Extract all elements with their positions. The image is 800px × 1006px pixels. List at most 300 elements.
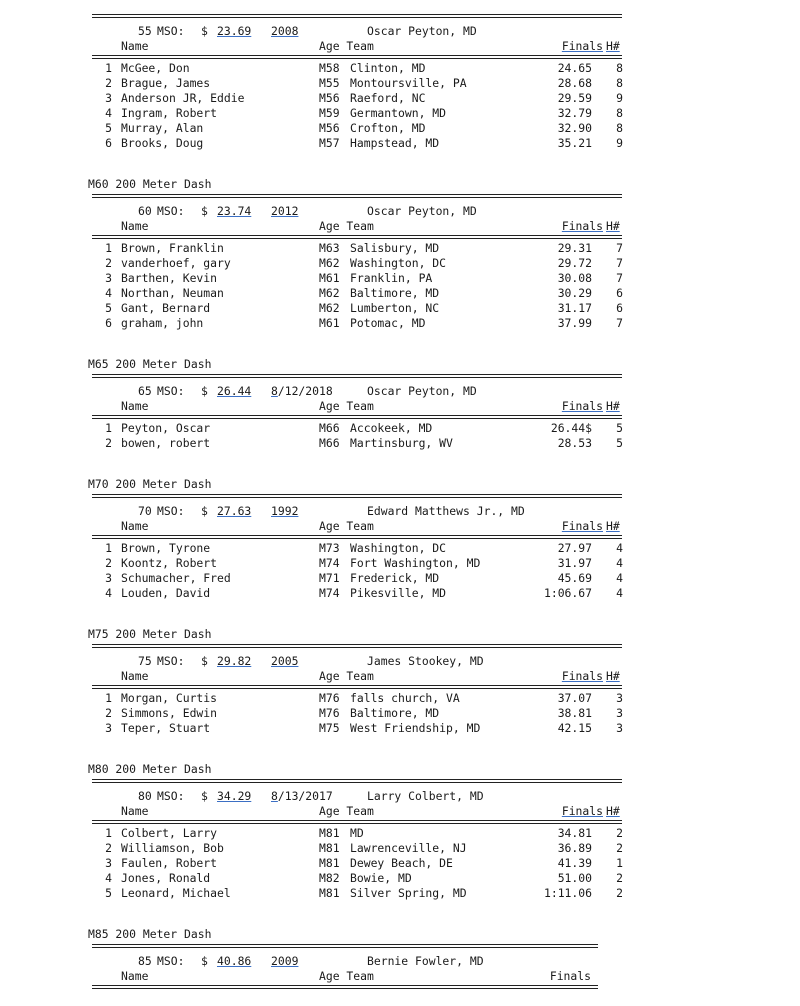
place: 2 xyxy=(105,436,112,450)
athlete-age: M75 xyxy=(319,721,340,735)
athlete-team: Crofton, MD xyxy=(350,121,426,135)
place: 3 xyxy=(105,91,112,105)
record-symbol: $ xyxy=(201,954,208,968)
heat-number: 4 xyxy=(616,571,623,585)
record-date-main: 2009 xyxy=(271,954,299,968)
athlete-team: Pikesville, MD xyxy=(350,586,447,600)
header-heat: H# xyxy=(606,804,620,818)
athlete-name: Jones, Ronald xyxy=(121,871,211,885)
heat-number: 2 xyxy=(616,886,623,900)
record-age-group: 70 xyxy=(138,504,152,518)
double-rule xyxy=(92,373,622,380)
athlete-team: Raeford, NC xyxy=(350,91,426,105)
record-date xyxy=(271,24,298,39)
athlete-name: Brown, Franklin xyxy=(121,241,224,255)
place: 2 xyxy=(105,76,112,90)
place: 6 xyxy=(105,136,112,150)
place: 1 xyxy=(105,421,112,435)
athlete-age: M76 xyxy=(319,691,340,705)
event-name: M60 200 Meter Dash xyxy=(88,177,212,191)
record-date xyxy=(271,654,298,669)
column-headers xyxy=(0,399,800,414)
heat-number: 9 xyxy=(616,136,623,150)
place: 1 xyxy=(105,826,112,840)
athlete-age: M81 xyxy=(319,886,340,900)
event-title xyxy=(0,762,800,777)
result-row xyxy=(0,586,800,601)
athlete-team: Baltimore, MD xyxy=(350,706,440,720)
record-time: 34.29 xyxy=(217,789,252,803)
header-heat: H# xyxy=(606,219,620,233)
double-rule xyxy=(92,778,622,785)
athlete-age: M61 xyxy=(319,271,340,285)
record-label: MSO: xyxy=(157,384,185,398)
finals-time: 27.97 xyxy=(557,541,592,555)
result-row xyxy=(0,61,800,76)
athlete-name: Murray, Alan xyxy=(121,121,204,135)
record-holder: Oscar Peyton, MD xyxy=(367,24,477,38)
record-time: 40.86 xyxy=(217,954,252,968)
result-row xyxy=(0,541,800,556)
record-age-group: 55 xyxy=(138,24,152,38)
finals-time: 1:06.67 xyxy=(543,586,592,600)
finals-time: 32.79 xyxy=(557,106,592,120)
athlete-age: M66 xyxy=(319,436,340,450)
record-age-group: 65 xyxy=(138,384,152,398)
header-age-team: Age Team xyxy=(319,219,374,233)
meet-record-line xyxy=(0,24,800,39)
record-holder: James Stookey, MD xyxy=(367,654,484,668)
athlete-name: Brooks, Doug xyxy=(121,136,204,150)
athlete-age: M55 xyxy=(319,76,340,90)
athlete-name: Colbert, Larry xyxy=(121,826,218,840)
athlete-team: Potomac, MD xyxy=(350,316,426,330)
event-name: M80 200 Meter Dash xyxy=(88,762,212,776)
finals-time: 36.89 xyxy=(557,841,592,855)
double-rule xyxy=(92,643,622,650)
athlete-age: M81 xyxy=(319,826,340,840)
heat-number: 7 xyxy=(616,316,623,330)
header-finals: Finals xyxy=(561,669,603,683)
heat-number: 9 xyxy=(616,91,623,105)
place: 3 xyxy=(105,721,112,735)
record-date xyxy=(271,789,333,804)
meet-record-line xyxy=(0,204,800,219)
column-headers xyxy=(0,969,800,984)
place: 5 xyxy=(105,886,112,900)
finals-time: 32.90 xyxy=(557,121,592,135)
column-headers xyxy=(0,219,800,234)
record-label: MSO: xyxy=(157,504,185,518)
heat-number: 2 xyxy=(616,841,623,855)
record-date-main: 1992 xyxy=(271,504,299,518)
header-heat: H# xyxy=(606,39,620,53)
finals-time: 35.21 xyxy=(557,136,592,150)
athlete-name: Koontz, Robert xyxy=(121,556,218,570)
record-label: MSO: xyxy=(157,789,185,803)
athlete-name: vanderhoef, gary xyxy=(121,256,231,270)
record-symbol: $ xyxy=(201,24,208,38)
athlete-team: Clinton, MD xyxy=(350,61,426,75)
double-rule xyxy=(92,54,622,61)
athlete-age: M81 xyxy=(319,856,340,870)
finals-time: 51.00 xyxy=(557,871,592,885)
athlete-team: Bowie, MD xyxy=(350,871,412,885)
place: 6 xyxy=(105,316,112,330)
record-date xyxy=(271,384,333,399)
finals-time: 38.81 xyxy=(557,706,592,720)
athlete-name: Peyton, Oscar xyxy=(121,421,211,435)
record-holder: Oscar Peyton, MD xyxy=(367,384,477,398)
athlete-team: Lawrenceville, NJ xyxy=(350,841,467,855)
result-row xyxy=(0,721,800,736)
heat-number: 6 xyxy=(616,286,623,300)
place: 4 xyxy=(105,586,112,600)
athlete-age: M74 xyxy=(319,556,340,570)
event-title xyxy=(0,477,800,492)
athlete-team: Salisbury, MD xyxy=(350,241,440,255)
athlete-age: M56 xyxy=(319,91,340,105)
finals-time: 26.44$ xyxy=(550,421,592,435)
finals-time: 30.08 xyxy=(557,271,592,285)
athlete-team: Washington, DC xyxy=(350,541,447,555)
athlete-team: Baltimore, MD xyxy=(350,286,440,300)
record-label: MSO: xyxy=(157,24,185,38)
result-row xyxy=(0,886,800,901)
athlete-team: West Friendship, MD xyxy=(350,721,481,735)
athlete-team: Germantown, MD xyxy=(350,106,447,120)
meet-record-line xyxy=(0,384,800,399)
finals-time: 31.17 xyxy=(557,301,592,315)
header-age-team: Age Team xyxy=(319,804,374,818)
header-age-team: Age Team xyxy=(319,669,374,683)
finals-time: 37.99 xyxy=(557,316,592,330)
double-rule xyxy=(92,534,622,541)
record-symbol: $ xyxy=(201,204,208,218)
event-name: M65 200 Meter Dash xyxy=(88,357,212,371)
athlete-age: M81 xyxy=(319,841,340,855)
header-age-team: Age Team xyxy=(319,399,374,413)
double-rule xyxy=(92,13,622,20)
finals-time: 29.72 xyxy=(557,256,592,270)
place: 2 xyxy=(105,556,112,570)
heat-number: 3 xyxy=(616,721,623,735)
result-row xyxy=(0,826,800,841)
athlete-team: Dewey Beach, DE xyxy=(350,856,453,870)
finals-time: 29.31 xyxy=(557,241,592,255)
record-date-main: 2012 xyxy=(271,204,299,218)
heat-number: 2 xyxy=(616,871,623,885)
double-rule xyxy=(92,984,598,991)
header-name: Name xyxy=(121,219,149,233)
record-time: 29.82 xyxy=(217,654,252,668)
athlete-age: M62 xyxy=(319,256,340,270)
header-name: Name xyxy=(121,39,149,53)
place: 2 xyxy=(105,706,112,720)
athlete-name: Gant, Bernard xyxy=(121,301,211,315)
athlete-team: Silver Spring, MD xyxy=(350,886,467,900)
double-rule xyxy=(92,819,622,826)
record-date xyxy=(271,504,298,519)
header-finals: Finals xyxy=(561,399,603,413)
athlete-name: graham, john xyxy=(121,316,204,330)
finals-time: 37.07 xyxy=(557,691,592,705)
double-rule xyxy=(92,193,622,200)
result-row xyxy=(0,691,800,706)
athlete-name: Schumacher, Fred xyxy=(121,571,231,585)
record-holder: Bernie Fowler, MD xyxy=(367,954,484,968)
heat-number: 5 xyxy=(616,421,623,435)
result-row xyxy=(0,121,800,136)
record-holder: Edward Matthews Jr., MD xyxy=(367,504,525,518)
result-row xyxy=(0,286,800,301)
place: 5 xyxy=(105,301,112,315)
place: 2 xyxy=(105,256,112,270)
result-row xyxy=(0,421,800,436)
result-row xyxy=(0,271,800,286)
place: 3 xyxy=(105,271,112,285)
result-row xyxy=(0,841,800,856)
athlete-name: Louden, David xyxy=(121,586,211,600)
finals-time: 1:11.06 xyxy=(543,886,592,900)
double-rule xyxy=(92,234,622,241)
record-date-tail: /13/2017 xyxy=(277,789,333,803)
event-title xyxy=(0,627,800,642)
header-finals: Finals xyxy=(561,519,603,533)
athlete-team: Montoursville, PA xyxy=(350,76,467,90)
athlete-name: Simmons, Edwin xyxy=(121,706,218,720)
result-row xyxy=(0,136,800,151)
athlete-age: M73 xyxy=(319,541,340,555)
record-date-main: 8 xyxy=(271,789,278,803)
header-name: Name xyxy=(121,519,149,533)
record-symbol: $ xyxy=(201,384,208,398)
event-title xyxy=(0,927,800,942)
record-time: 23.74 xyxy=(217,204,252,218)
record-time: 27.63 xyxy=(217,504,252,518)
header-name: Name xyxy=(121,969,149,983)
heat-number: 7 xyxy=(616,271,623,285)
header-finals: Finals xyxy=(561,219,603,233)
record-label: MSO: xyxy=(157,954,185,968)
heat-number: 4 xyxy=(616,586,623,600)
athlete-age: M62 xyxy=(319,301,340,315)
athlete-age: M76 xyxy=(319,706,340,720)
athlete-name: Williamson, Bob xyxy=(121,841,224,855)
finals-time: 31.97 xyxy=(557,556,592,570)
finals-time: 34.81 xyxy=(557,826,592,840)
result-row xyxy=(0,571,800,586)
place: 5 xyxy=(105,121,112,135)
result-row xyxy=(0,706,800,721)
athlete-team: Franklin, PA xyxy=(350,271,433,285)
heat-number: 3 xyxy=(616,691,623,705)
meet-record-line xyxy=(0,654,800,669)
place: 4 xyxy=(105,871,112,885)
athlete-team: Accokeek, MD xyxy=(350,421,433,435)
finals-time: 45.69 xyxy=(557,571,592,585)
athlete-name: McGee, Don xyxy=(121,61,190,75)
record-age-group: 75 xyxy=(138,654,152,668)
athlete-name: Ingram, Robert xyxy=(121,106,218,120)
record-date xyxy=(271,954,298,969)
double-rule xyxy=(92,493,622,500)
record-symbol: $ xyxy=(201,504,208,518)
header-finals: Finals xyxy=(561,39,603,53)
result-row xyxy=(0,76,800,91)
athlete-team: Lumberton, NC xyxy=(350,301,440,315)
heat-number: 3 xyxy=(616,706,623,720)
athlete-age: M56 xyxy=(319,121,340,135)
finals-time: 41.39 xyxy=(557,856,592,870)
athlete-name: Brown, Tyrone xyxy=(121,541,211,555)
athlete-age: M62 xyxy=(319,286,340,300)
double-rule xyxy=(92,684,622,691)
athlete-name: Brague, James xyxy=(121,76,211,90)
place: 1 xyxy=(105,691,112,705)
record-age-group: 60 xyxy=(138,204,152,218)
header-age-team: Age Team xyxy=(319,39,374,53)
finals-time: 30.29 xyxy=(557,286,592,300)
athlete-team: Martinsburg, WV xyxy=(350,436,453,450)
column-headers xyxy=(0,519,800,534)
record-holder: Larry Colbert, MD xyxy=(367,789,484,803)
result-row xyxy=(0,91,800,106)
result-row xyxy=(0,316,800,331)
result-row xyxy=(0,556,800,571)
header-name: Name xyxy=(121,669,149,683)
event-name: M75 200 Meter Dash xyxy=(88,627,212,641)
header-heat: H# xyxy=(606,669,620,683)
heat-number: 6 xyxy=(616,301,623,315)
place: 4 xyxy=(105,286,112,300)
header-age-team: Age Team xyxy=(319,519,374,533)
athlete-name: Teper, Stuart xyxy=(121,721,211,735)
heat-number: 8 xyxy=(616,106,623,120)
heat-number: 4 xyxy=(616,541,623,555)
athlete-age: M74 xyxy=(319,586,340,600)
athlete-team: MD xyxy=(350,826,364,840)
record-label: MSO: xyxy=(157,204,185,218)
athlete-team: falls church, VA xyxy=(350,691,460,705)
heat-number: 8 xyxy=(616,121,623,135)
athlete-name: Faulen, Robert xyxy=(121,856,218,870)
heat-number: 8 xyxy=(616,61,623,75)
athlete-team: Frederick, MD xyxy=(350,571,440,585)
place: 4 xyxy=(105,106,112,120)
column-headers xyxy=(0,669,800,684)
athlete-name: Anderson JR, Eddie xyxy=(121,91,245,105)
column-headers xyxy=(0,39,800,54)
athlete-name: Leonard, Michael xyxy=(121,886,231,900)
place: 3 xyxy=(105,571,112,585)
record-date-tail: /12/2018 xyxy=(277,384,333,398)
heat-number: 7 xyxy=(616,241,623,255)
record-time: 26.44 xyxy=(217,384,252,398)
header-heat: H# xyxy=(606,519,620,533)
place: 1 xyxy=(105,241,112,255)
athlete-team: Washington, DC xyxy=(350,256,447,270)
heat-number: 5 xyxy=(616,436,623,450)
heat-number: 7 xyxy=(616,256,623,270)
result-row xyxy=(0,241,800,256)
header-finals: Finals xyxy=(561,804,603,818)
record-holder: Oscar Peyton, MD xyxy=(367,204,477,218)
athlete-name: Barthen, Kevin xyxy=(121,271,218,285)
heat-number: 4 xyxy=(616,556,623,570)
athlete-age: M82 xyxy=(319,871,340,885)
header-name: Name xyxy=(121,804,149,818)
result-row xyxy=(0,871,800,886)
result-row xyxy=(0,436,800,451)
result-row xyxy=(0,856,800,871)
meet-record-line xyxy=(0,954,800,969)
place: 1 xyxy=(105,541,112,555)
finals-time: 42.15 xyxy=(557,721,592,735)
athlete-age: M61 xyxy=(319,316,340,330)
heat-number: 1 xyxy=(616,856,623,870)
finals-time: 29.59 xyxy=(557,91,592,105)
double-rule xyxy=(92,414,622,421)
athlete-age: M58 xyxy=(319,61,340,75)
record-age-group: 85 xyxy=(138,954,152,968)
record-symbol: $ xyxy=(201,654,208,668)
meet-record-line xyxy=(0,504,800,519)
athlete-name: Morgan, Curtis xyxy=(121,691,218,705)
athlete-age: M71 xyxy=(319,571,340,585)
record-label: MSO: xyxy=(157,654,185,668)
place: 3 xyxy=(105,856,112,870)
finals-time: 24.65 xyxy=(557,61,592,75)
meet-record-line xyxy=(0,789,800,804)
heat-number: 2 xyxy=(616,826,623,840)
athlete-age: M66 xyxy=(319,421,340,435)
record-date-main: 2008 xyxy=(271,24,299,38)
header-finals: Finals xyxy=(549,969,591,983)
double-rule xyxy=(92,943,598,950)
header-name: Name xyxy=(121,399,149,413)
athlete-age: M57 xyxy=(319,136,340,150)
record-date-main: 2005 xyxy=(271,654,299,668)
place: 2 xyxy=(105,841,112,855)
event-title xyxy=(0,357,800,372)
record-symbol: $ xyxy=(201,789,208,803)
result-row xyxy=(0,106,800,121)
result-row xyxy=(0,256,800,271)
header-age-team: Age Team xyxy=(319,969,374,983)
heat-number: 8 xyxy=(616,76,623,90)
athlete-team: Fort Washington, MD xyxy=(350,556,481,570)
record-date-main: 8 xyxy=(271,384,278,398)
event-title xyxy=(0,177,800,192)
place: 1 xyxy=(105,61,112,75)
result-row xyxy=(0,301,800,316)
athlete-age: M59 xyxy=(319,106,340,120)
record-date xyxy=(271,204,298,219)
event-name: M85 200 Meter Dash xyxy=(88,927,212,941)
record-time: 23.69 xyxy=(217,24,252,38)
athlete-name: bowen, robert xyxy=(121,436,211,450)
record-age-group: 80 xyxy=(138,789,152,803)
event-name: M70 200 Meter Dash xyxy=(88,477,212,491)
athlete-team: Hampstead, MD xyxy=(350,136,440,150)
column-headers xyxy=(0,804,800,819)
finals-time: 28.53 xyxy=(557,436,592,450)
athlete-name: Northan, Neuman xyxy=(121,286,224,300)
athlete-age: M63 xyxy=(319,241,340,255)
header-heat: H# xyxy=(606,399,620,413)
finals-time: 28.68 xyxy=(557,76,592,90)
